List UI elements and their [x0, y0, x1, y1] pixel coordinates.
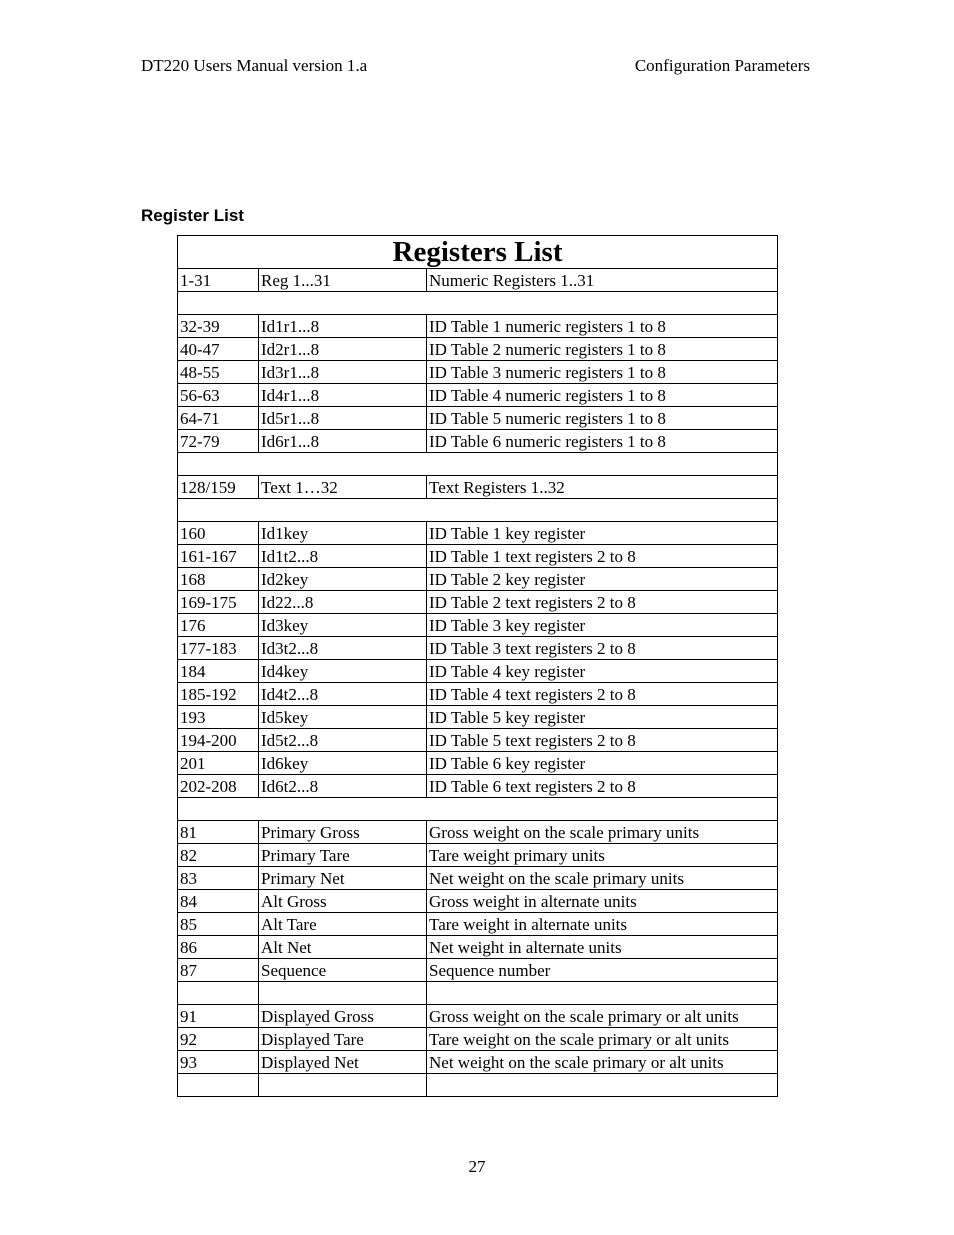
register-name-cell: Id2key	[259, 568, 427, 591]
register-number-cell: 40-47	[178, 338, 259, 361]
table-row	[178, 959, 778, 982]
table-row	[178, 1028, 778, 1051]
register-number-cell: 176	[178, 614, 259, 637]
table-row	[178, 890, 778, 913]
spacer-row	[178, 453, 778, 476]
register-description-cell: ID Table 1 key register	[427, 522, 778, 545]
register-number-cell: 72-79	[178, 430, 259, 453]
register-number-cell: 91	[178, 1005, 259, 1028]
register-number-cell: 87	[178, 959, 259, 982]
table-row	[178, 821, 778, 844]
register-description-cell: Net weight on the scale primary or alt units	[427, 1051, 778, 1074]
table-row	[178, 614, 778, 637]
register-name-cell: Id1r1...8	[259, 315, 427, 338]
register-name-cell: Alt Net	[259, 936, 427, 959]
register-name-cell: Text 1…32	[259, 476, 427, 499]
register-name-cell: Id5key	[259, 706, 427, 729]
table-row	[178, 706, 778, 729]
register-name-cell: Alt Tare	[259, 913, 427, 936]
register-name-cell: Id6key	[259, 752, 427, 775]
register-description-cell: ID Table 2 text registers 2 to 8	[427, 591, 778, 614]
register-name-cell: Displayed Tare	[259, 1028, 427, 1051]
table-row	[178, 683, 778, 706]
register-description-cell: Net weight on the scale primary units	[427, 867, 778, 890]
register-name-cell: Id3r1...8	[259, 361, 427, 384]
table-row	[178, 913, 778, 936]
table-row	[178, 660, 778, 683]
register-number-cell: 193	[178, 706, 259, 729]
spacer-cell	[178, 798, 778, 821]
register-description-cell: Tare weight on the scale primary or alt units	[427, 1028, 778, 1051]
register-name-cell: Sequence	[259, 959, 427, 982]
register-name-cell: Id6r1...8	[259, 430, 427, 453]
spacer-row	[178, 292, 778, 315]
section-heading: Register List	[141, 206, 244, 225]
table-row	[178, 591, 778, 614]
register-number-cell: 161-167	[178, 545, 259, 568]
register-description-cell: ID Table 3 numeric registers 1 to 8	[427, 361, 778, 384]
register-description-cell: ID Table 2 numeric registers 1 to 8	[427, 338, 778, 361]
table-row	[178, 1005, 778, 1028]
table-row	[178, 844, 778, 867]
spacer-cell	[178, 499, 778, 522]
spacer-cell	[178, 292, 778, 315]
register-number-cell: 160	[178, 522, 259, 545]
register-name-cell: Id1t2...8	[259, 545, 427, 568]
table-row	[178, 430, 778, 453]
register-number-cell: 92	[178, 1028, 259, 1051]
register-name-cell: Id4r1...8	[259, 384, 427, 407]
register-number-cell: 64-71	[178, 407, 259, 430]
register-number-cell: 84	[178, 890, 259, 913]
table-row	[178, 936, 778, 959]
register-description-cell: ID Table 6 key register	[427, 752, 778, 775]
register-name-cell: Id2r1...8	[259, 338, 427, 361]
register-number-cell: 201	[178, 752, 259, 775]
spacer-row	[178, 798, 778, 821]
register-name-cell: Displayed Net	[259, 1051, 427, 1074]
register-description-cell: Gross weight on the scale primary units	[427, 821, 778, 844]
register-name-cell: Reg 1...31	[259, 269, 427, 292]
register-number-cell: 1-31	[178, 269, 259, 292]
register-name-cell: Id3t2...8	[259, 637, 427, 660]
register-number-cell: 86	[178, 936, 259, 959]
register-description-cell: Text Registers 1..32	[427, 476, 778, 499]
register-number-cell: 185-192	[178, 683, 259, 706]
register-name-cell: Id3key	[259, 614, 427, 637]
register-name-cell	[259, 1074, 427, 1097]
register-number-cell: 169-175	[178, 591, 259, 614]
register-description-cell: ID Table 1 numeric registers 1 to 8	[427, 315, 778, 338]
register-description-cell: Numeric Registers 1..31	[427, 269, 778, 292]
table-title-row	[178, 236, 778, 269]
register-description-cell: ID Table 6 numeric registers 1 to 8	[427, 430, 778, 453]
register-name-cell: Alt Gross	[259, 890, 427, 913]
register-description-cell: ID Table 2 key register	[427, 568, 778, 591]
spacer-cell	[178, 453, 778, 476]
table-row	[178, 982, 778, 1005]
register-description-cell: ID Table 3 text registers 2 to 8	[427, 637, 778, 660]
register-number-cell	[178, 1074, 259, 1097]
table-row	[178, 269, 778, 292]
table-row	[178, 361, 778, 384]
table-row	[178, 1074, 778, 1097]
register-name-cell: Id1key	[259, 522, 427, 545]
register-name-cell: Primary Net	[259, 867, 427, 890]
table-row	[178, 545, 778, 568]
register-number-cell: 184	[178, 660, 259, 683]
register-name-cell	[259, 982, 427, 1005]
register-number-cell: 82	[178, 844, 259, 867]
register-name-cell: Primary Gross	[259, 821, 427, 844]
registers-table	[177, 235, 778, 1097]
register-description-cell: ID Table 5 text registers 2 to 8	[427, 729, 778, 752]
register-description-cell: ID Table 5 numeric registers 1 to 8	[427, 407, 778, 430]
register-number-cell: 128/159	[178, 476, 259, 499]
register-name-cell: Id4t2...8	[259, 683, 427, 706]
register-number-cell: 48-55	[178, 361, 259, 384]
register-description-cell	[427, 982, 778, 1005]
table-row	[178, 384, 778, 407]
table-row	[178, 752, 778, 775]
page-number: 27	[468, 1157, 486, 1176]
register-description-cell: Net weight in alternate units	[427, 936, 778, 959]
table-body	[178, 269, 778, 1097]
spacer-row	[178, 499, 778, 522]
table-row	[178, 315, 778, 338]
register-number-cell: 81	[178, 821, 259, 844]
register-name-cell: Id6t2...8	[259, 775, 427, 798]
register-number-cell: 56-63	[178, 384, 259, 407]
register-description-cell: ID Table 6 text registers 2 to 8	[427, 775, 778, 798]
table-row	[178, 637, 778, 660]
register-description-cell: ID Table 1 text registers 2 to 8	[427, 545, 778, 568]
register-number-cell	[178, 982, 259, 1005]
table-row	[178, 775, 778, 798]
register-name-cell: Id5t2...8	[259, 729, 427, 752]
register-description-cell: Gross weight in alternate units	[427, 890, 778, 913]
register-description-cell: ID Table 4 numeric registers 1 to 8	[427, 384, 778, 407]
register-name-cell: Id4key	[259, 660, 427, 683]
table-row	[178, 568, 778, 591]
register-name-cell: Id5r1...8	[259, 407, 427, 430]
register-name-cell: Id22...8	[259, 591, 427, 614]
table-row	[178, 338, 778, 361]
register-name-cell: Primary Tare	[259, 844, 427, 867]
table-title: Registers List	[178, 236, 778, 269]
register-description-cell: ID Table 5 key register	[427, 706, 778, 729]
register-number-cell: 93	[178, 1051, 259, 1074]
running-header-title: DT220 Users Manual version 1.a	[141, 56, 368, 75]
register-number-cell: 83	[178, 867, 259, 890]
register-description-cell: Gross weight on the scale primary or alt units	[427, 1005, 778, 1028]
register-number-cell: 32-39	[178, 315, 259, 338]
table-row	[178, 729, 778, 752]
register-number-cell: 168	[178, 568, 259, 591]
table-row	[178, 476, 778, 499]
table-row	[178, 522, 778, 545]
register-description-cell: ID Table 4 key register	[427, 660, 778, 683]
table-row	[178, 867, 778, 890]
register-name-cell: Displayed Gross	[259, 1005, 427, 1028]
table-row	[178, 1051, 778, 1074]
register-number-cell: 85	[178, 913, 259, 936]
register-number-cell: 177-183	[178, 637, 259, 660]
register-description-cell: ID Table 3 key register	[427, 614, 778, 637]
register-description-cell: Tare weight in alternate units	[427, 913, 778, 936]
register-number-cell: 202-208	[178, 775, 259, 798]
running-header-section: Configuration Parameters	[634, 56, 810, 75]
register-description-cell: Tare weight primary units	[427, 844, 778, 867]
register-number-cell: 194-200	[178, 729, 259, 752]
table-row	[178, 407, 778, 430]
register-description-cell	[427, 1074, 778, 1097]
register-description-cell: ID Table 4 text registers 2 to 8	[427, 683, 778, 706]
register-description-cell: Sequence number	[427, 959, 778, 982]
